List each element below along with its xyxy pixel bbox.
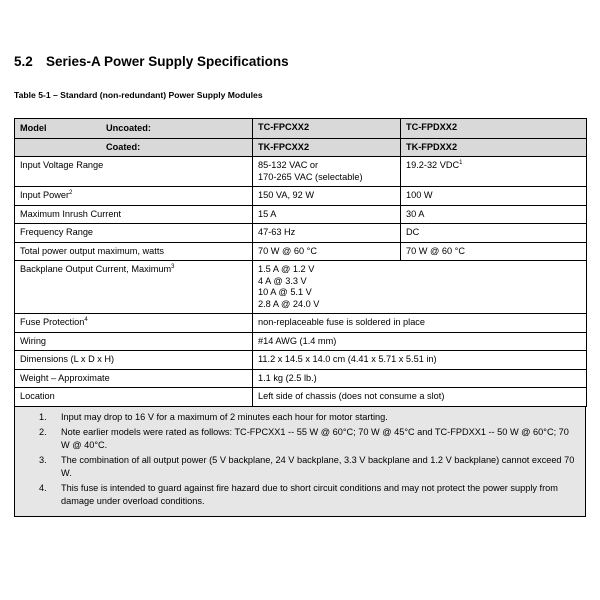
footnote-ref: 4 (84, 316, 88, 323)
table-caption: Table 5-1 – Standard (non-redundant) Power Supply Modules (14, 90, 263, 100)
value-line: 10 A @ 5.1 V (258, 287, 312, 297)
uncoated-col1: TC-FPCXX2 (253, 119, 401, 139)
label-text: Input Power (20, 190, 70, 200)
uncoated-label: Uncoated: (106, 123, 151, 133)
value-line: 1.5 A @ 1.2 V (258, 264, 315, 274)
row-value: 150 VA, 92 W (253, 187, 401, 206)
footnote-text: The combination of all output power (5 V backplane, 24 V backplane, 3.3 V backplane and 1.2 V backplane) cannot exceed 70 W. (61, 455, 575, 478)
value-line: 2.8 A @ 24.0 V (258, 298, 320, 309)
label-text: Backplane Output Current, Maximum (20, 264, 172, 274)
model-header-cell (15, 119, 253, 139)
row-value (253, 261, 587, 314)
footnote-text: Note earlier models were rated as follows: TC-FPCXX1 -- 55 W @ 60°C; 70 W @ 45°C and TC-FPDXX1 -- 50 W @ 60°C; 70 W @ 40°C. (61, 427, 569, 450)
row-value: 1.1 kg (2.5 lb.) (253, 369, 587, 388)
footnote-number: 2. (39, 427, 47, 437)
coated-col1: TK-FPCXX2 (253, 138, 401, 157)
row-label: Frequency Range (15, 224, 253, 243)
footnote (25, 426, 575, 451)
uncoated-col2: TC-FPDXX2 (401, 119, 587, 139)
coated-header-cell (15, 138, 253, 157)
row-label: Total power output maximum, watts (15, 242, 253, 261)
footnote-ref: 2 (69, 189, 73, 196)
table-row (15, 388, 587, 407)
spec-table-container (14, 118, 586, 517)
value-line: 170-265 VAC (selectable) (258, 171, 363, 182)
row-label: Location (15, 388, 253, 407)
row-value: 70 W @ 60 °C (401, 242, 587, 261)
table-footnotes (14, 407, 586, 518)
row-value: 11.2 x 14.5 x 14.0 cm (4.41 x 5.71 x 5.51 in) (253, 351, 587, 370)
model-label: Model (20, 123, 47, 133)
table-row (15, 224, 587, 243)
table-row (15, 314, 587, 333)
section-title: Series-A Power Supply Specifications (46, 54, 289, 69)
table-row (15, 369, 587, 388)
footnote-number: 1. (39, 411, 47, 422)
row-value (401, 157, 587, 187)
coated-label: Coated: (106, 141, 141, 152)
row-label: Weight – Approximate (15, 369, 253, 388)
row-value: Left side of chassis (does not consume a slot) (253, 388, 587, 407)
coated-col2: TK-FPDXX2 (401, 138, 587, 157)
row-label: Dimensions (L x D x H) (15, 351, 253, 370)
footnote-number: 4. (39, 483, 47, 493)
value-text: 19.2-32 VDC (406, 160, 460, 170)
row-label: Wiring (15, 332, 253, 351)
row-value: non-replaceable fuse is soldered in place (253, 314, 587, 333)
header-row-coated (15, 138, 587, 157)
row-label: Input Voltage Range (15, 157, 253, 187)
table-row (15, 242, 587, 261)
row-label (15, 261, 253, 314)
footnote-ref: 3 (171, 263, 175, 270)
section-heading (14, 54, 289, 69)
row-value: 15 A (253, 205, 401, 224)
row-value: 70 W @ 60 °C (253, 242, 401, 261)
table-row (15, 261, 587, 314)
label-text: Fuse Protection (20, 317, 85, 327)
row-label (15, 187, 253, 206)
table-row (15, 332, 587, 351)
table-row (15, 351, 587, 370)
table-row (15, 157, 587, 187)
row-label: Maximum Inrush Current (15, 205, 253, 224)
table-row (15, 205, 587, 224)
table-row (15, 187, 587, 206)
footnote-ref: 1 (459, 159, 463, 166)
footnote (25, 454, 575, 479)
footnote-text: Input may drop to 16 V for a maximum of 2 minutes each hour for motor starting. (61, 411, 388, 422)
power-supply-spec-table (14, 118, 587, 407)
header-row-uncoated (15, 119, 587, 139)
footnote-text: This fuse is intended to guard against fire hazard due to short circuit conditions and may not protect the power supply from damage under overload conditions. (61, 483, 558, 506)
row-value: #14 AWG (1.4 mm) (253, 332, 587, 351)
row-value (253, 157, 401, 187)
value-line: 85-132 VAC or (258, 160, 319, 170)
value-line: 4 A @ 3.3 V (258, 275, 307, 286)
row-value: 100 W (401, 187, 587, 206)
section-number: 5.2 (14, 54, 33, 69)
row-label (15, 314, 253, 333)
footnote (25, 482, 575, 507)
row-value: 47-63 Hz (253, 224, 401, 243)
row-value: 30 A (401, 205, 587, 224)
row-value: DC (401, 224, 587, 243)
footnote-number: 3. (39, 455, 47, 465)
footnote (25, 411, 575, 424)
